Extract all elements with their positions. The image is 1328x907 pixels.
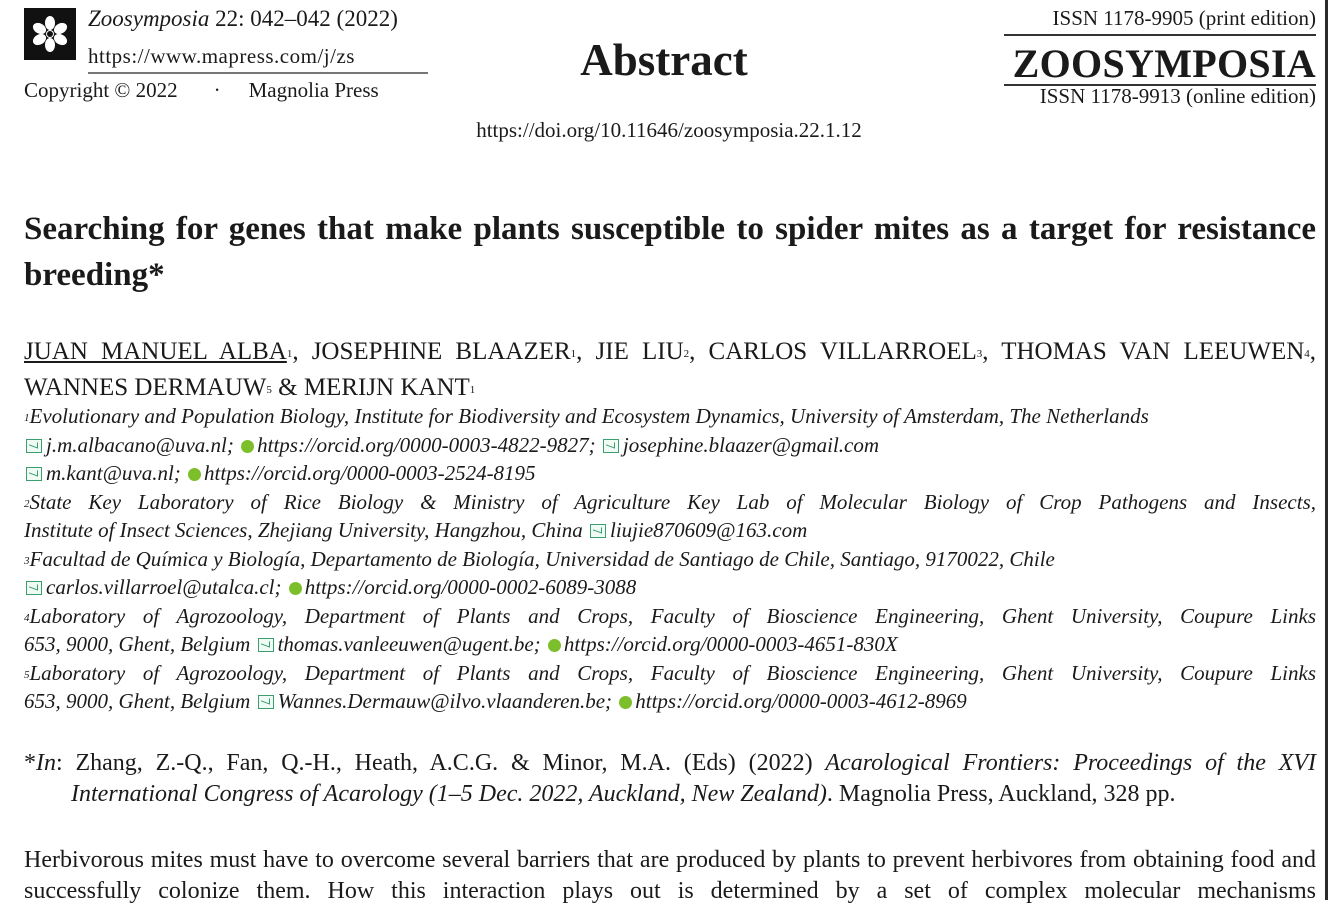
author-affiliation-marker: 1 xyxy=(570,348,577,360)
author-affiliation-marker: 5 xyxy=(266,384,272,396)
author-name: CARLOS VILLARROEL xyxy=(708,338,977,365)
footnote-marker: * xyxy=(24,750,36,776)
affiliation-number: 2 xyxy=(24,497,30,510)
orcid-link[interactable]: https://orcid.org/0000-0003-4822-9827; xyxy=(257,432,596,457)
email-icon xyxy=(590,524,606,538)
header-rule-right-top xyxy=(1004,34,1316,36)
affiliation-5-cont xyxy=(24,687,1316,716)
author-name[interactable]: JUAN MANUEL ALBA xyxy=(24,338,287,365)
issn-online: ISSN 1178-9913 (online edition) xyxy=(1039,84,1316,108)
email-link[interactable]: carlos.villarroel@utalca.cl; xyxy=(46,575,282,599)
author-affiliation-marker: 1 xyxy=(286,348,293,360)
affiliation-number: 5 xyxy=(24,668,30,681)
doi-link[interactable]: https://doi.org/10.11646/zoosymposia.22.1.12 xyxy=(476,118,862,142)
publisher-name: Magnolia Press xyxy=(248,78,379,102)
author-affiliation-marker: 4 xyxy=(1304,348,1310,360)
affiliation-text: Evolutionary and Population Biology, Institute for Biodiversity and Ecosystem Dynamics, University of Amsterdam, The Netherlands xyxy=(29,404,1149,428)
orcid-link[interactable]: https://orcid.org/0000-0003-4651-830X xyxy=(563,632,898,656)
affiliation-text: 653, 9000, Ghent, Belgium xyxy=(24,632,251,656)
author-list xyxy=(24,334,1316,406)
author-separator: , xyxy=(1309,338,1317,365)
orcid-icon xyxy=(289,582,302,595)
email-icon xyxy=(26,467,42,481)
issn-print: ISSN 1178-9905 (print edition) xyxy=(1052,6,1316,30)
affiliation-1-contacts-2 xyxy=(24,459,1316,488)
author-separator: , xyxy=(982,338,1002,365)
author-name: JOSEPHINE BLAAZER xyxy=(311,338,571,365)
email-link[interactable]: liujie870609@163.com xyxy=(610,518,808,542)
proceedings-title: Acarological Frontiers: Proceedings of the XVI xyxy=(825,750,1316,776)
affiliation-3-contacts xyxy=(24,573,1316,602)
orcid-icon xyxy=(548,639,561,652)
author-affiliation-marker: 2 xyxy=(683,348,690,360)
journal-name: Zoosymposia xyxy=(88,6,210,31)
journal-citation xyxy=(88,6,398,32)
email-icon xyxy=(603,439,619,453)
author-name: THOMAS VAN LEEUWEN xyxy=(1001,338,1305,365)
author-affiliation-marker: 1 xyxy=(469,384,476,396)
volume-pages: 22: 042–042 (2022) xyxy=(209,6,398,31)
author-separator: , xyxy=(576,338,596,365)
copyright-text: Copyright © 2022 xyxy=(24,78,178,102)
email-icon xyxy=(26,581,42,595)
email-link[interactable]: j.m.albacano@uva.nl; xyxy=(46,432,234,457)
affiliation-text: 653, 9000, Ghent, Belgium xyxy=(24,689,251,713)
section-heading: Abstract xyxy=(580,35,748,85)
affiliations xyxy=(24,402,1316,716)
proceedings-title-cont: International Congress of Acarology (1–5 Dec. 2022, Auckland, New Zealand) xyxy=(71,781,827,807)
proceedings-note-line-1 xyxy=(24,748,1316,779)
affiliation-4-cont xyxy=(24,630,1316,659)
email-link[interactable]: thomas.vanleeuwen@ugent.be; xyxy=(277,632,541,656)
journal-title: ZOOSYMPOSIA xyxy=(1012,41,1316,86)
orcid-link[interactable]: https://orcid.org/0000-0003-2524-8195 xyxy=(204,461,536,485)
affiliation-1 xyxy=(24,402,1316,431)
article-title: Searching for genes that make plants susceptible to spider mites as a target for resistance breeding* xyxy=(24,211,1316,293)
journal-url-link[interactable]: https://www.mapress.com/j/zs xyxy=(88,44,355,68)
orcid-icon xyxy=(241,440,254,453)
affiliation-3 xyxy=(24,545,1316,574)
affiliation-4 xyxy=(24,602,1316,631)
editors-text: : Zhang, Z.-Q., Fan, Q.-H., Heath, A.C.G. & Minor, M.A. (Eds) (2022) xyxy=(56,750,826,776)
author-separator: , xyxy=(292,338,312,365)
email-icon xyxy=(258,638,274,652)
email-link[interactable]: josephine.blaazer@gmail.com xyxy=(622,432,880,457)
email-icon xyxy=(258,695,274,709)
email-link[interactable]: m.kant@uva.nl; xyxy=(46,461,181,485)
orcid-icon xyxy=(619,696,632,709)
affiliation-number: 1 xyxy=(24,412,30,424)
author-separator: , xyxy=(689,338,709,365)
orcid-link[interactable]: https://orcid.org/0000-0003-4612-8969 xyxy=(635,689,967,713)
affiliation-5 xyxy=(24,659,1316,688)
email-link[interactable]: Wannes.Dermauw@ilvo.vlaanderen.be; xyxy=(277,689,613,713)
abstract-body: Herbivorous mites must have to overcome several barriers that are produced by plants to prevent herbivores from obtaining food and successfully colonize them. How this interaction plays out is determined by a set of complex molecular mechanisms xyxy=(24,847,1316,904)
in-label: In xyxy=(36,750,56,776)
separator-dot: · xyxy=(213,78,221,102)
affiliation-text: State Key Laboratory of Rice Biology & Ministry of Agriculture Key Lab of Molecular Biology of Crop Pathogens and Insects, xyxy=(29,489,1316,514)
author-separator: & xyxy=(271,374,304,401)
affiliation-text: Laboratory of Agrozoology, Department of Plants and Crops, Faculty of Bioscience Engineering, Ghent University, Coupure Links xyxy=(29,603,1316,628)
affiliation-1-contacts xyxy=(24,431,1316,460)
author-name: JIE LIU xyxy=(595,338,684,365)
affiliation-text: Facultad de Química y Biología, Departamento de Biología, Universidad de Santiago de Chile, Santiago, 9170022, Chile xyxy=(29,546,1055,571)
author-name: MERIJN KANT xyxy=(303,374,470,401)
author-name: WANNES DERMAUW xyxy=(24,374,267,401)
affiliation-number: 4 xyxy=(24,611,30,624)
affiliation-text: Institute of Insect Sciences, Zhejiang University, Hangzhou, China xyxy=(24,518,583,542)
affiliation-2 xyxy=(24,488,1316,517)
orcid-link[interactable]: https://orcid.org/0000-0002-6089-3088 xyxy=(304,575,637,599)
publisher-info: . Magnolia Press, Auckland, 328 pp. xyxy=(826,781,1176,807)
affiliation-text: Laboratory of Agrozoology, Department of Plants and Crops, Faculty of Bioscience Engineering, Ghent University, Coupure Links xyxy=(29,660,1316,685)
affiliation-2-cont xyxy=(24,516,1316,545)
proceedings-note xyxy=(24,748,1316,810)
affiliation-number: 3 xyxy=(24,554,30,567)
author-affiliation-marker: 3 xyxy=(976,348,983,360)
proceedings-note-line-2 xyxy=(24,779,1316,810)
orcid-icon xyxy=(188,468,201,481)
email-icon xyxy=(26,439,42,453)
